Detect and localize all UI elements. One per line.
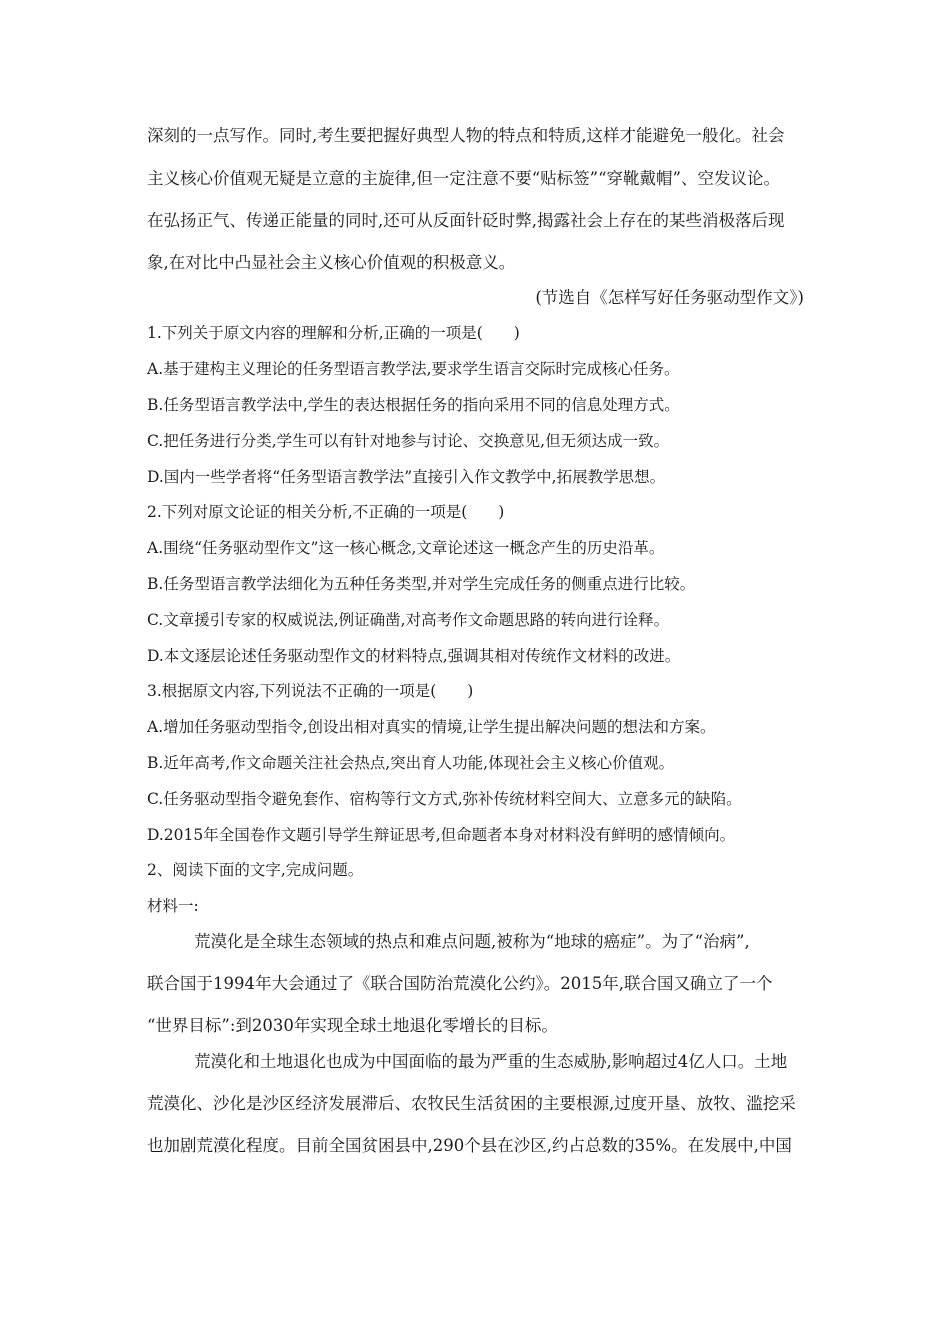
answer-option: C.把任务进行分类,学生可以有针对地参与讨论、交换意见,但无须达成一致。 (147, 432, 670, 450)
material-line: 荒漠化、沙化是沙区经济发展滞后、农牧民生活贫困的主要根源,过度开垦、放牧、滥挖采 (147, 1094, 796, 1113)
passage-line: 深刻的一点写作。同时,考生要把握好典型人物的特点和特质,这样才能避免一般化。社会 (147, 126, 785, 145)
answer-option: A.围绕“任务驱动型作文”这一核心概念,文章论述这一概念产生的历史沿革。 (147, 539, 665, 557)
answer-option: A.增加任务驱动型指令,创设出相对真实的情境,让学生提出解决问题的想法和方案。 (147, 718, 716, 736)
answer-option: B.任务型语言教学法中,学生的表达根据任务的指向采用不同的信息处理方式。 (147, 396, 680, 414)
answer-option: D.国内一些学者将“任务型语言教学法”直接引入作文教学中,拓展教学思想。 (147, 468, 666, 486)
question-stem: 1.下列关于原文内容的理解和分析,正确的一项是( ) (147, 324, 520, 342)
source-citation: (节选自《怎样写好任务驱动型作文》) (535, 288, 804, 307)
passage-line: 象,在对比中凸显社会主义核心价值观的积极意义。 (147, 253, 516, 272)
answer-option: B.任务型语言教学法细化为五种任务类型,并对学生完成任务的侧重点进行比较。 (147, 575, 696, 593)
material-label: 材料一: (147, 897, 199, 915)
passage-line: 主义核心价值观无疑是立意的主旋律,但一定注意不要“贴标签”“穿靴戴帽”、空发议论。 (147, 169, 780, 188)
answer-option: A.基于建构主义理论的任务型语言教学法,要求学生语言交际时完成核心任务。 (147, 360, 680, 378)
material-line: “世界目标”:到2030年实现全球土地退化零增长的目标。 (147, 1016, 558, 1035)
passage-line: 在弘扬正气、传递正能量的同时,还可从反面针砭时弊,揭露社会上存在的某些消极落后现 (147, 211, 785, 230)
answer-option: B.近年高考,作文命题关注社会热点,突出育人功能,体现社会主义核心价值观。 (147, 754, 675, 772)
material-line: 荒漠化和土地退化也成为中国面临的最为严重的生态威胁,影响超过4亿人口。土地 (194, 1052, 788, 1071)
question-stem: 2.下列对原文论证的相关分析,不正确的一项是( ) (147, 503, 505, 521)
answer-option: C.文章援引专家的权威说法,例证确凿,对高考作文命题思路的转向进行诠释。 (147, 611, 670, 629)
answer-option: C.任务驱动型指令避免套作、宿构等行文方式,弥补传统材料空间大、立意多元的缺陷。 (147, 790, 742, 808)
question-stem: 3.根据原文内容,下列说法不正确的一项是( ) (147, 682, 474, 700)
material-line: 也加剧荒漠化程度。目前全国贫困县中,290个县在沙区,约占总数的35%。在发展中,中国 (147, 1136, 792, 1155)
answer-option: D.本文逐层论述任务驱动型作文的材料特点,强调其相对传统作文材料的改进。 (147, 647, 681, 665)
material-line: 荒漠化是全球生态领域的热点和难点问题,被称为“地球的癌症”。为了“治病”, (194, 932, 750, 951)
answer-option: D.2015年全国卷作文题引导学生辩证思考,但命题者本身对材料没有鲜明的感情倾向。 (147, 826, 736, 844)
material-line: 联合国于1994年大会通过了《联合国防治荒漠化公约》。2015年,联合国又确立了一个 (147, 974, 773, 993)
section-heading: 2、阅读下面的文字,完成问题。 (147, 861, 364, 879)
